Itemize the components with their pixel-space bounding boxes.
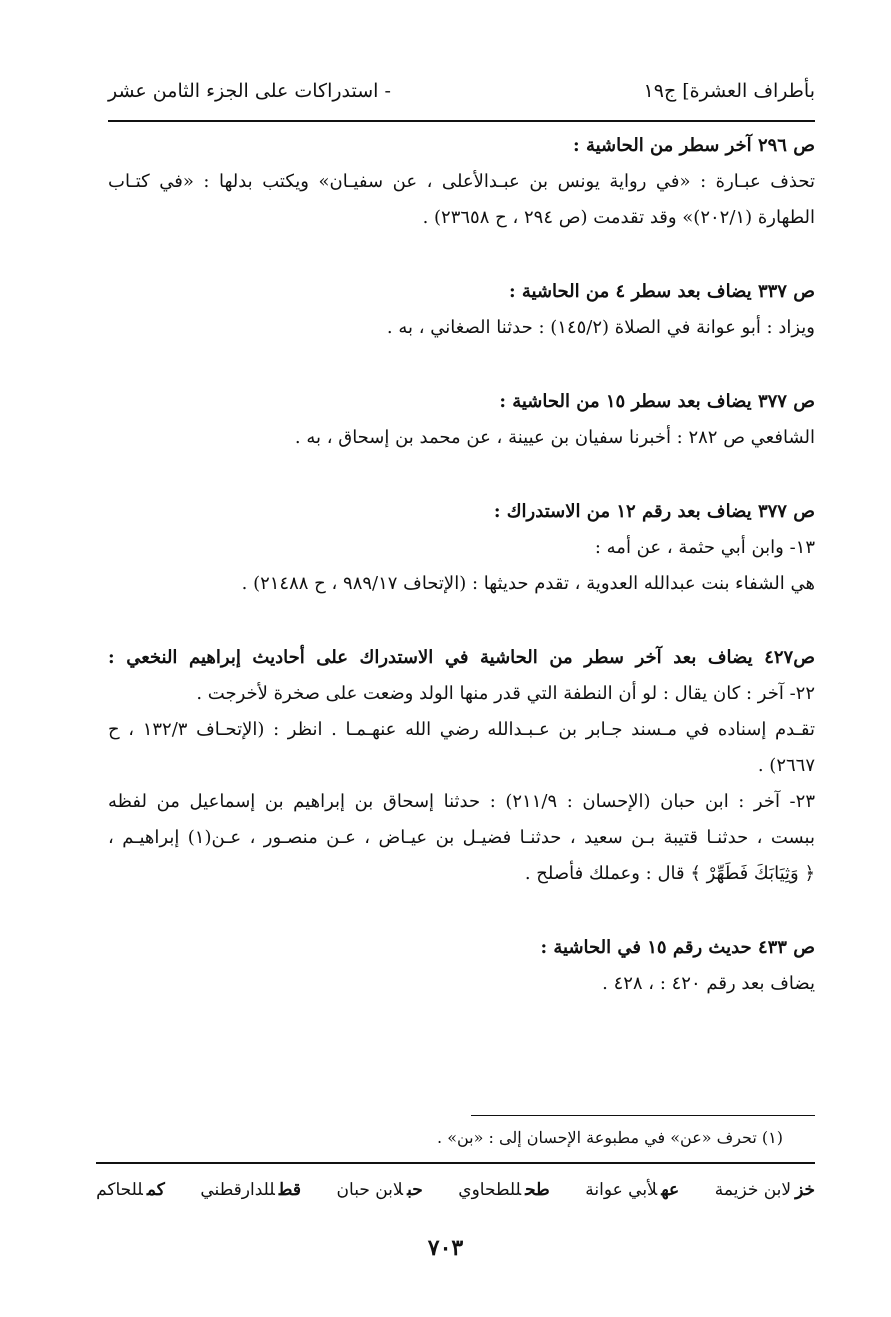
entry-line: ٢٣- آخر : ابن حبان (الإحسان : ٢١١/٩) : حدثنا إسحاق بن إبراهيم بن إسماعيل من لفظه [108, 791, 815, 812]
abbreviation-item [200, 1180, 301, 1200]
page-number: ٧٠٣ [427, 1235, 464, 1261]
abbreviation-code: عه [661, 1180, 680, 1200]
abbreviation-code: كم [146, 1180, 165, 1200]
entry-line: الطهارة (٢٠٢/١)» وقد تقدمت (ص ٢٩٤ ، ح ٢٣٦٥٨) . [422, 207, 815, 228]
abbreviation-code: قط [278, 1180, 301, 1200]
abbreviation-label: للحاكم [96, 1180, 143, 1200]
abbreviation-item [585, 1180, 679, 1200]
entry-line: ٢٦٦٧) . [757, 755, 815, 776]
entry-line-quran-verse: ﴿ وَثِيَابَكَ فَطَهِّرْ ﴾ قال : وعملك فأصلح . [524, 863, 815, 884]
entry-heading: ص٤٢٧ يضاف بعد آخر سطر من الحاشية في الاستدراك على أحاديث إبراهيم النخعي : [108, 647, 815, 668]
spacer [108, 892, 815, 930]
entry-line: ٢٢- آخر : كان يقال : لو أن النطفة التي قدر منها الولد وضعت على صخرة لأخرجت . [196, 683, 815, 704]
abbreviation-code: خز [795, 1180, 815, 1200]
header-book-title: بأطراف العشرة] ج١٩ [643, 80, 815, 102]
header-rule [108, 120, 815, 122]
running-header [108, 74, 815, 108]
entry-heading: ص ٣٣٧ يضاف بعد سطر ٤ من الحاشية : [508, 281, 815, 302]
entry-heading: ص ٣٧٧ يضاف بعد رقم ١٢ من الاستدراك : [493, 501, 815, 522]
footnote: (١) تحرف «عن» في مطبوعة الإحسان إلى : «بن» . [437, 1128, 783, 1147]
abbreviation-label: لأبي عوانة [585, 1180, 658, 1200]
entry-line: الشافعي ص ٢٨٢ : أخبرنا سفيان بن عيينة ، عن محمد بن إسحاق ، به . [294, 427, 815, 448]
spacer [108, 236, 815, 274]
abbreviation-item [337, 1180, 423, 1200]
entry-line: ١٣- وابن أبي حثمة ، عن أمه : [594, 537, 815, 558]
abbreviation-label: لابن حبان [336, 1180, 404, 1200]
abbreviations-rule [96, 1162, 815, 1164]
abbreviation-item [458, 1180, 549, 1200]
abbreviation-item [96, 1180, 165, 1200]
entry-line: ويزاد : أبو عوانة في الصلاة (١٤٥/٢) : حدثنا الصغاني ، به . [386, 317, 815, 338]
spacer [108, 346, 815, 384]
page-body [108, 128, 815, 1002]
abbreviation-label: للدارقطني [200, 1180, 275, 1200]
spacer [108, 456, 815, 494]
footnote-rule [471, 1115, 815, 1116]
abbreviation-item [715, 1180, 815, 1200]
abbreviations-key [96, 1180, 815, 1200]
abbreviation-code: حب [407, 1180, 423, 1200]
entry-line: هي الشفاء بنت عبدالله العدوية ، تقدم حديثها : (الإتحاف ٩٨٩/١٧ ، ح ٢١٤٨٨) . [241, 573, 815, 594]
header-section-title: - استدراكات على الجزء الثامن عشر [108, 80, 391, 102]
abbreviation-label: للطحاوي [458, 1180, 522, 1200]
entry-heading: ص ٢٩٦ آخر سطر من الحاشية : [573, 135, 815, 156]
abbreviation-label: لابن خزيمة [714, 1180, 792, 1200]
entry-line-with-footnote-ref: ببست ، حدثنـا قتيبة بـن سعيد ، حدثنـا فضيـل بن عيـاض ، عـن منصـور ، عـن(١) إبراهيـم ، [108, 827, 815, 848]
entry-heading: ص ٤٣٣ حديث رقم ١٥ في الحاشية : [540, 937, 815, 958]
abbreviation-code: طح [525, 1180, 550, 1200]
spacer [108, 602, 815, 640]
entry-line: يضاف بعد رقم ٤٢٠ : ، ٤٢٨ . [602, 973, 815, 994]
entry-line: تحذف عبـارة : «في رواية يونس بن عبـدالأعلى ، عن سفيـان» ويكتب بدلها : «في كتـاب [108, 171, 815, 192]
entry-line: تقـدم إسناده في مـسند جـابر بن عـبـدالله رضي الله عنهـمـا . انظر : (الإتحـاف ١٣٢/٣ ، ح [108, 719, 815, 740]
entry-heading: ص ٣٧٧ يضاف بعد سطر ١٥ من الحاشية : [499, 391, 815, 412]
